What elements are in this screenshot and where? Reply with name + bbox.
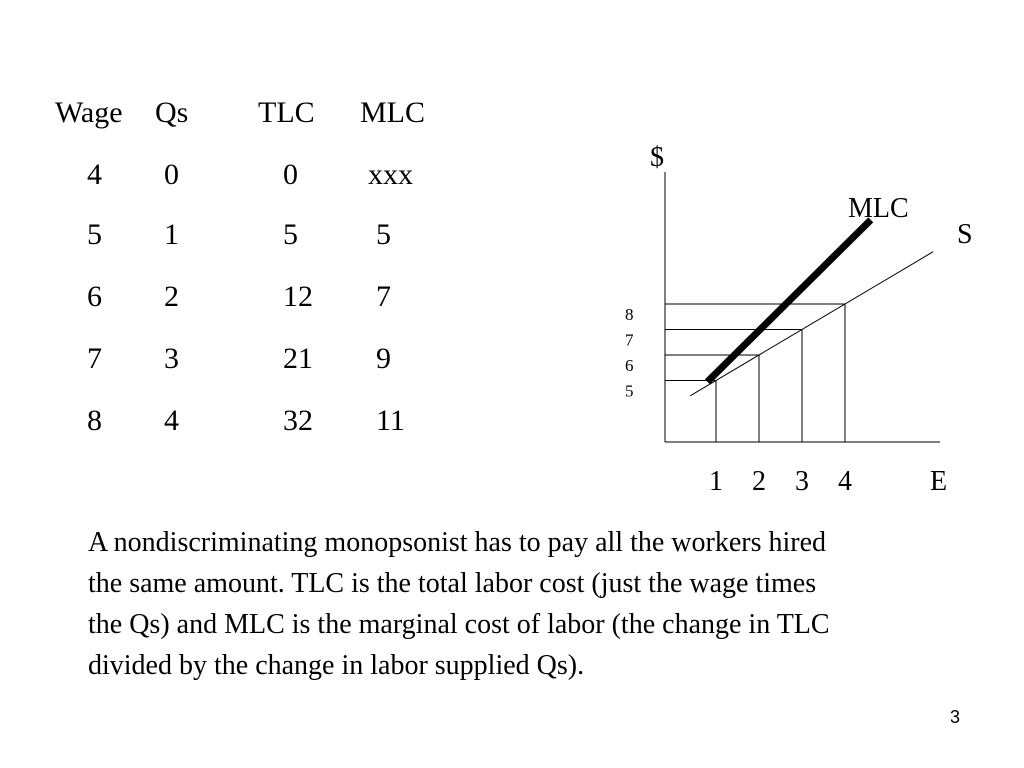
cell-qs: 3 [164,342,179,375]
cell-wage: 7 [87,342,102,375]
cell-wage: 4 [87,158,102,191]
cell-mlc: 5 [376,218,391,251]
x-tick-label: 2 [752,466,766,497]
y-tick-label: 5 [625,381,634,401]
cell-mlc: 7 [376,280,391,313]
header-wage: Wage [55,96,123,129]
cell-tlc: 32 [283,404,313,437]
explanation-paragraph: A nondiscriminating monopsonist has to pay all the workers hired the same amount. TLC is the total labor cost (just the wage times the Qs) and MLC is the marginal cost of labor (the change in TLC divided by the change in labor supplied Qs). [88,527,830,681]
cell-wage: 8 [87,404,102,437]
cell-qs: 1 [164,218,179,251]
cell-tlc: 5 [283,218,298,251]
header-mlc: MLC [360,96,426,129]
cell-mlc: xxx [368,158,413,191]
mlc-curve-label: MLC [848,193,909,224]
cell-wage: 5 [87,218,102,251]
header-tlc: TLC [258,96,315,129]
header-qs: Qs [155,96,189,129]
cell-wage: 6 [87,280,102,313]
x-tick-label: 3 [795,466,809,497]
cell-qs: 2 [164,280,179,313]
y-axis-label: $ [650,142,664,173]
x-axis-label: E [930,466,948,497]
mlc-curve-line [707,220,870,382]
slide-number: 3 [950,707,961,727]
cell-mlc: 11 [376,404,405,437]
supply-curve-line [690,252,933,396]
x-tick-label: 1 [709,466,723,497]
cell-tlc: 12 [283,280,313,313]
cell-mlc: 9 [376,342,391,375]
cell-tlc: 0 [283,158,298,191]
cell-tlc: 21 [283,342,313,375]
cell-qs: 4 [164,404,179,437]
x-tick-label: 4 [838,466,852,497]
y-tick-label: 7 [625,330,634,350]
y-tick-label: 8 [625,305,634,324]
y-tick-label: 6 [625,356,634,375]
cell-qs: 0 [164,158,179,191]
supply-curve-label: S [957,219,973,250]
